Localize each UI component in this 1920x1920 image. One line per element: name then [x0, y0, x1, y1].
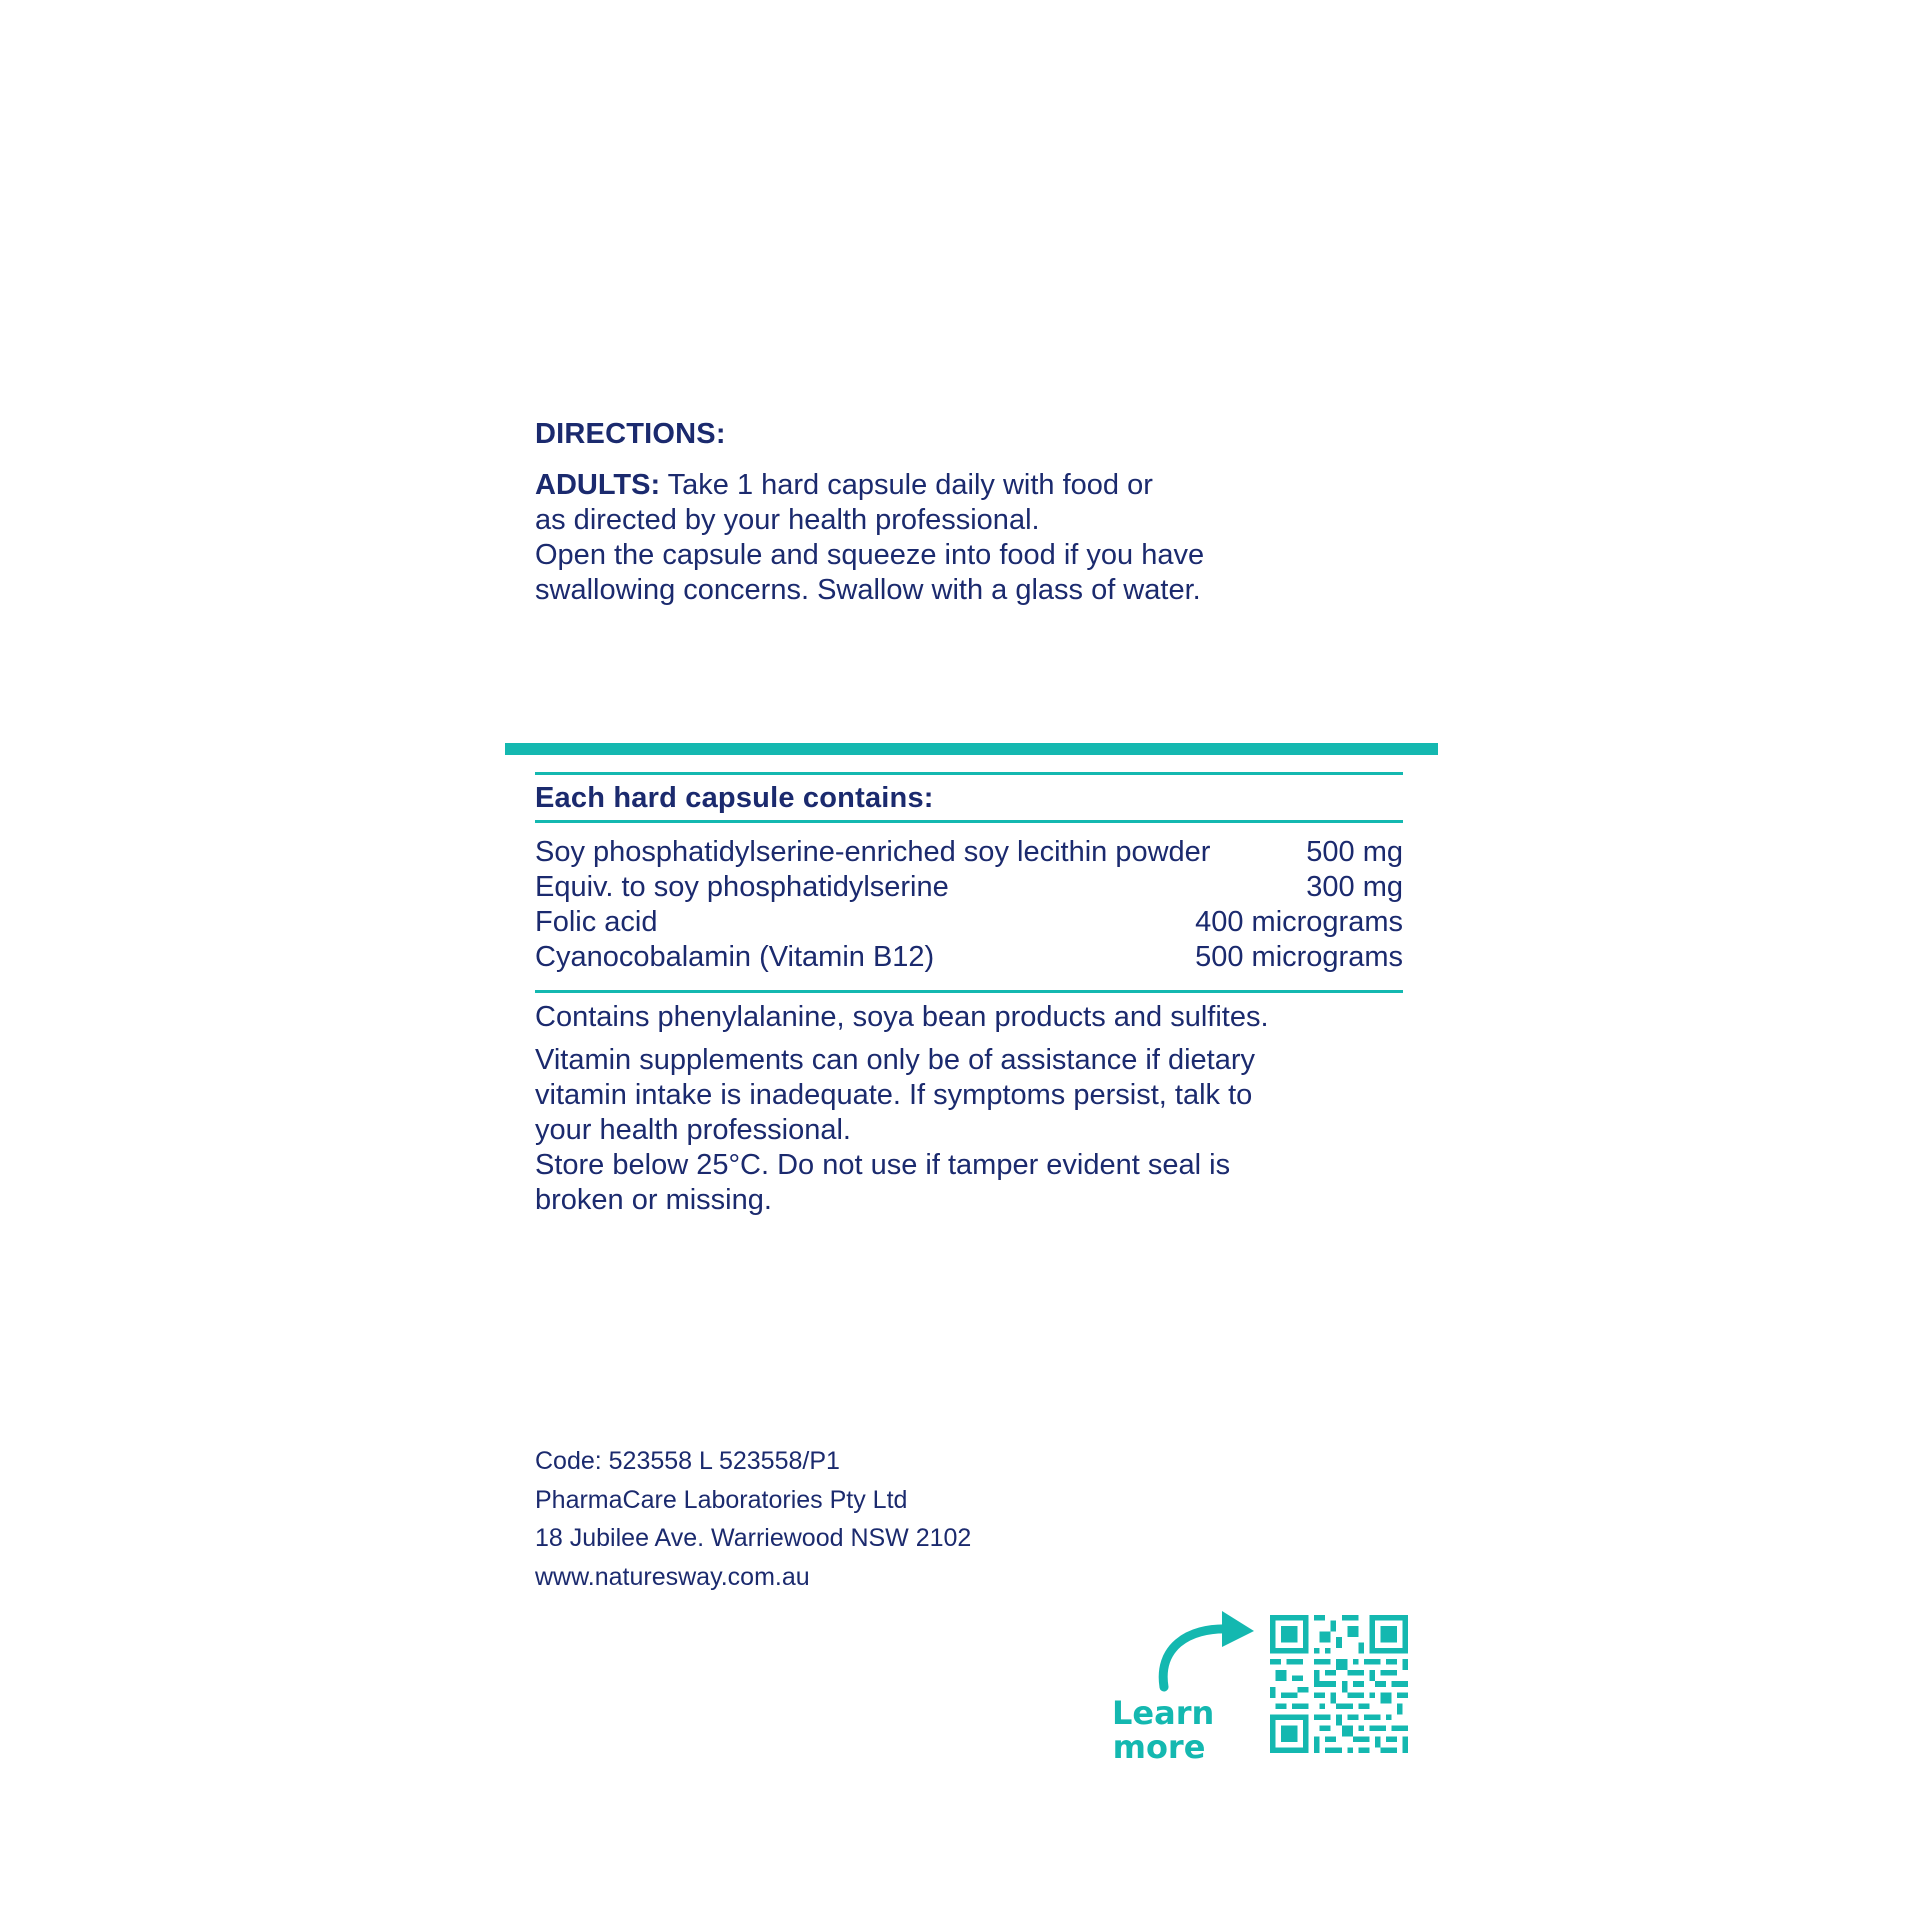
website-link[interactable]: www.naturesway.com.au	[535, 1562, 810, 1591]
ingredient-amount: 500 mg	[1306, 836, 1403, 868]
qr-code-icon[interactable]	[1270, 1615, 1408, 1753]
warning-line-3: your health professional.	[535, 1114, 851, 1146]
curved-arrow-icon	[1150, 1605, 1260, 1695]
table-header-rule	[535, 820, 1403, 823]
ingredient-name: Folic acid	[535, 906, 658, 938]
ingredient-row	[535, 940, 1403, 975]
warning-line-4: Store below 25°C. Do not use if tamper evident seal is	[535, 1149, 1231, 1181]
directions-body	[535, 468, 1295, 608]
directions-line-1	[535, 468, 1295, 503]
directions-line-2: as directed by your health professional.	[535, 504, 1040, 536]
accent-divider-bar	[505, 743, 1438, 755]
learn-more-label	[1112, 1694, 1215, 1766]
directions-text-1: Take 1 hard capsule daily with food or	[660, 469, 1153, 501]
warnings-block	[535, 1000, 1395, 1218]
warning-line-2: vitamin intake is inadequate. If symptoms persist, talk to	[535, 1079, 1253, 1111]
directions-line-4: swallowing concerns. Swallow with a glass of water.	[535, 574, 1201, 606]
ingredient-name: Soy phosphatidylserine-enriched soy lecithin powder	[535, 836, 1211, 868]
table-bottom-rule	[535, 990, 1403, 993]
ingredient-name: Equiv. to soy phosphatidylserine	[535, 871, 949, 903]
more-text: more	[1112, 1728, 1206, 1766]
ingredient-amount: 400 micrograms	[1195, 906, 1403, 938]
ingredient-row	[535, 870, 1403, 905]
directions-heading: DIRECTIONS:	[535, 418, 726, 450]
company-address: 18 Jubilee Ave. Warriewood NSW 2102	[535, 1524, 972, 1552]
warning-line-1: Vitamin supplements can only be of assistance if dietary	[535, 1044, 1256, 1076]
ingredient-amount: 500 micrograms	[1195, 941, 1403, 973]
ingredient-amount: 300 mg	[1306, 871, 1403, 903]
allergen-statement: Contains phenylalanine, soya bean products and sulfites.	[535, 1001, 1269, 1033]
table-top-rule	[535, 772, 1403, 775]
adults-label: ADULTS:	[535, 469, 661, 501]
manufacturer-info	[535, 1442, 971, 1596]
warning-line-5: broken or missing.	[535, 1184, 772, 1216]
ingredients-table	[535, 835, 1403, 975]
learn-text: Learn	[1112, 1694, 1215, 1732]
ingredient-row	[535, 835, 1403, 870]
company-name: PharmaCare Laboratories Pty Ltd	[535, 1485, 908, 1514]
directions-line-3: Open the capsule and squeeze into food if you have	[535, 539, 1205, 571]
product-code: Code: 523558 L 523558/P1	[535, 1447, 840, 1475]
composition-heading: Each hard capsule contains:	[535, 782, 934, 814]
ingredient-row	[535, 905, 1403, 940]
ingredient-name: Cyanocobalamin (Vitamin B12)	[535, 941, 935, 973]
